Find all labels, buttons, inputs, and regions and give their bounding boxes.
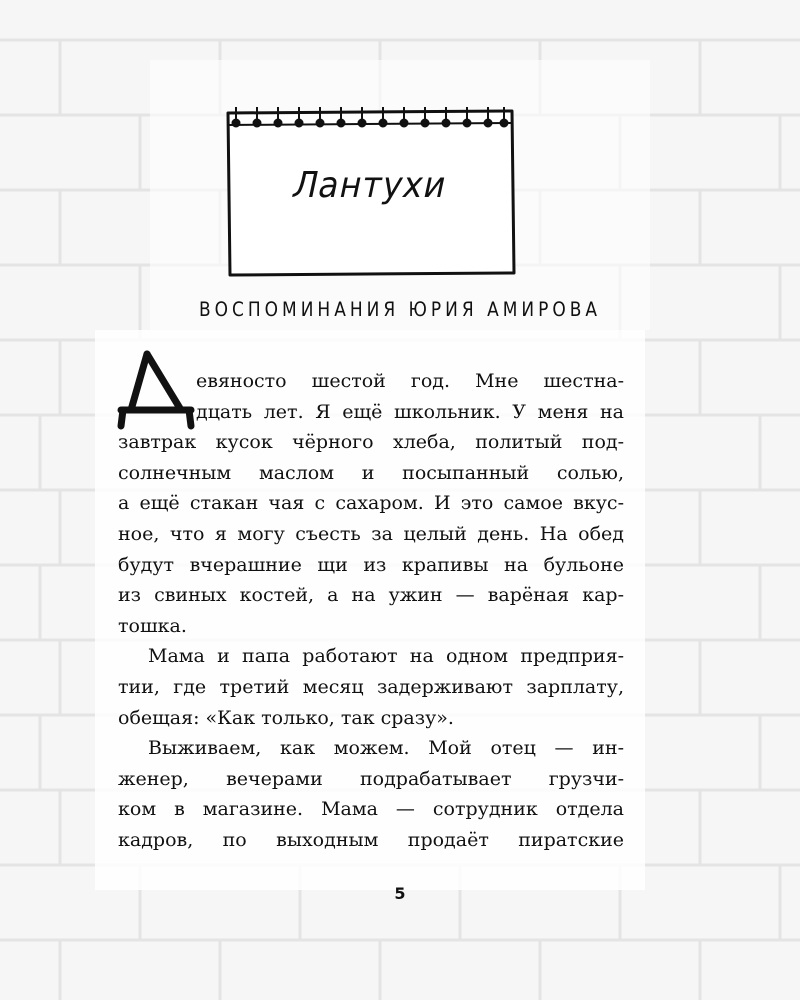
body-text <box>118 366 624 856</box>
paragraph-1 <box>118 366 624 641</box>
text-line: ком в магазине. Мама — сотрудник отдела <box>118 798 624 821</box>
text-line: ное, что я могу съесть за целый день. На обед <box>118 522 624 545</box>
text-line: обещая: «Как только, так сразу». <box>118 706 454 729</box>
book-title: Лантухи <box>288 163 452 206</box>
text-line: Мама и папа работают на одном предприя- <box>148 645 624 668</box>
text-line: кадров, по выходным продаёт пиратские <box>118 828 624 851</box>
text-line: женер, вечерами подрабатывает грузчи- <box>118 767 624 790</box>
text-line: из свиных костей, а на ужин — варёная кар- <box>118 584 624 607</box>
text-line: тошка. <box>118 614 187 637</box>
text-line: а ещё стакан чая с сахаром. И это самое вкус- <box>118 492 624 515</box>
title-notepad <box>222 103 518 279</box>
page-number: 5 <box>394 884 406 903</box>
text-line: солнечным маслом и посыпанный солью, <box>118 461 624 484</box>
text-line: тии, где третий месяц задерживают зарплату, <box>118 675 624 698</box>
text-line: будут вчерашние щи из крапивы на бульоне <box>118 553 624 576</box>
paragraph-2 <box>118 641 624 733</box>
text-line: Выживаем, как можем. Мой отец — ин- <box>148 737 624 760</box>
text-line: завтрак кусок чёрного хлеба, политый под- <box>118 431 624 454</box>
text-line: евяносто шестой год. Мне шестна- <box>196 370 624 392</box>
text-line: дцать лет. Я ещё школьник. У меня на <box>196 400 624 423</box>
paragraph-3 <box>118 733 624 855</box>
chapter-subtitle: ВОСПОМИНАНИЯ ЮРИЯ АМИРОВА <box>198 298 602 322</box>
